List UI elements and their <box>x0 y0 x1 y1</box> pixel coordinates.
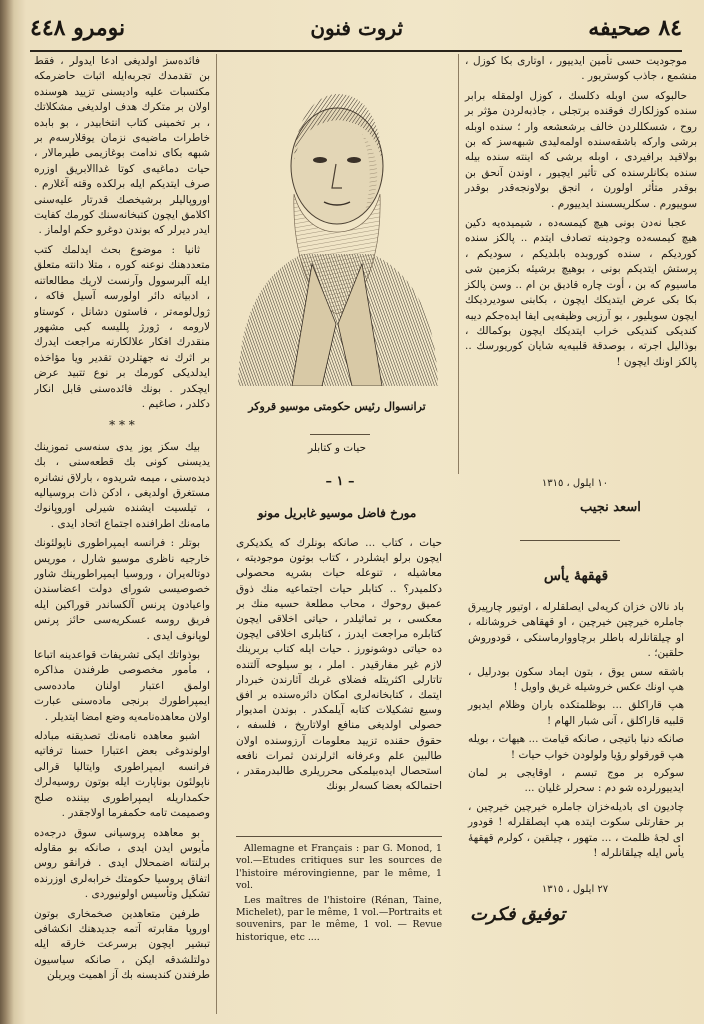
signature-tevfik-fikret: توفيق فكرت <box>470 904 566 925</box>
right-paragraph: عجبا نه‌دن بونى هيچ كيمسه‌ده ، شيميده‌يه دكين هيچ كيمسه‌ده وجودينه تصادف ايتدم .. پالكز سنده كورديكم ، سنده كوروبده بابلديكم ، سوديكم ، پرستش ايتديكم بونى ، بوهيچ برشيئه بكزمين شى ماسيوم كه بن ، أوت چاره قاديق بن ام .. وسن پالكز بكا بكى عرض ايتديكك ايچون ، بكابنى سوديرديكك ايچون سويليور ، بو آرزيى وظيفه‌يى ايفا ايده‌جكم ديبه كنديكى كنديكى خراب ايتديكك ايچون بوكمالك ، بوذاليل اجرته ، بوصدقة قلبيه‌يه شايان كوريورسك .. پالكز اونك ايچون ! <box>465 217 697 368</box>
section-divider: * * * <box>109 418 135 433</box>
french-references <box>236 836 442 946</box>
section-label: حيات و كتابلر <box>307 442 367 454</box>
left-paragraph: بيك سكز يوز يدى سنه‌سى تموزينك يديسنى كونى بك قطعه‌سنى ، بك ديده‌سنى ، ميمه شريدوه ، بارلاق نشانره مستغرق اولديغى ، ادكن ذات بروسياليه ، تيلسيت ايشنده شيرلى اوروپانوك مامه‌نك اطرافنده اجتماع اتحاد ايدى . <box>34 440 210 530</box>
poem-title: قهقهۀ يأس <box>543 568 609 584</box>
reference-entry: Les maîtres de l'histoire (Rénan, Taine, Michelet), par le même, 1 vol.—Portraits et souvenirs, par le même, 1 vol. — Revue historique, etc .... <box>236 894 442 943</box>
section-number: – ١ – <box>325 474 355 489</box>
left-paragraph: فائده‌سز اولديغى ادعا ايدولر ، فقط بن تقدمدك تجربه‌ايله اثبات حاضرمكه مكتسبات عليه واديسنى تزييد هوسنده اولان بر متكرك هدف اولديغى مشكلاتك ، بر تخمينى كتاب انتخابيدر ، بو بابده خاطرات ماضيه‌ى نزمان يوقلارسه‌م بر شبهه بكاى ندامت بوغازيمى طيرمالار ، حيات دماغيه‌ى كوتا غداالابريق اوزره صرف ايتديكم ايله برلكده وقته آغلارم . اوروپاليلر برشيخصك قدرتار عليه‌سنى اكلامق ايچون كتبخانه‌سنك كورمك كفايت ايدر ديرلر كه بوندن دوغرو حكم اولماز . <box>34 55 210 237</box>
divider-rule <box>520 540 620 541</box>
article-title: مورخ فاضل موسيو غابريل مونو <box>257 506 417 520</box>
poem-stanza: صانكه دنيا باتيجى ، صانكه قيامت ... هيهات ، بويله هپ قورقولو رؤيا ولولودن خواب حيات ! <box>468 733 684 761</box>
divider-rule <box>310 434 370 435</box>
poem-stanza: باشقه سس يوق ، بتون ايماد سكون بودرليل ، هپ اونك عكس خروشيله غريق واويل ! <box>468 665 684 694</box>
left-paragraph: بوذواتك ايكى تشريفات قواعدينه اتباعا ، مأمور مخصوصى طرفندن مذاكره اولمق اعتبار اولنان مادده‌سى ايمپراطورك برنجى ماده‌سنى عبارت اولان معاهده‌نامه‌يه وضع امضا ايتديلر . <box>34 649 210 723</box>
issue-number: نومرو ٤٤٨ <box>30 15 126 41</box>
left-paragraph: بوتلر : فرانسه ايمپراطورى ناپولئونك خارجيه ناظرى موسيو شارل ، موريس دوتاله‌يران ، وروسيا ايمپراطورينك شاور خصوصيسى شوراى دولت اعضاسندن واعيادون پرنس آلكساندر قوراكين ايله فريق روسه عسكريه‌سى حائز پرنس لوپانوف ايدى . <box>34 537 210 642</box>
date-line-2: ٢٧ ايلول ، ١٣١٥ <box>541 884 609 895</box>
eye-left <box>313 157 327 163</box>
poem-body <box>468 600 684 865</box>
portrait-engraving <box>232 64 442 386</box>
poem-stanza: سوكره بر موج تبسم ، اوقايجى بر لمان ايدييورلرده شو دم : سحرلر غليان ... <box>468 767 684 795</box>
masthead <box>30 6 682 52</box>
right-paragraph: حالبوكه سن اوبله دكلسك ، كوزل اولمقله برابر سنده كوزلكارك فوقنده برتجلى ، جاذبه‌لردن مؤثر بر روح ، شسكللردن خالف برشعشعه وار ؛ سنده اوبله برشى واركه باشقه‌سنده اولمه‌ليدى شبهه‌سز كه بن بولاقيد برافيردى ، اوبله برشى كه اينته سنده بيله سنده بكانلرسنده كى تأثير ايچيور ، اوندن آنحق بن بوقدر متأثر اولورن ، انجق بولاونجه‌قدر بوقدر سوييورم . سكلريسسند ايدييورم . <box>465 89 697 210</box>
journal-title: ثروت فنون <box>310 16 404 40</box>
right-column <box>458 54 697 474</box>
right-paragraph: موجوديت حسى تأمين ايدييور ، اوتارى بكا كوزل ، منشمع ، جاذب كوستريور . <box>465 55 697 83</box>
signature-esad-necib: اسعد نجيب <box>580 500 641 515</box>
poem-stanza: هپ قاراكلق ... بوظلمتكده باران وظلام ايديور قلبيه قاراكلق ، آنى شبار الهام ! <box>468 699 684 727</box>
poem-stanza: چاديون اى باديله‌خزان جاملره خيرچين خيرچين ، بر حقارتلى سكوت ايتده هپ ايصلقلرله ! قودور اى لجۀ ظلمت ، ... متهور ، چيلقين ، كولرم قهقهۀ يأس ايله چيلقانلرله ! <box>468 800 684 860</box>
portrait-caption: ترانسوال رئيس حكومتى موسيو قروكر <box>248 400 426 413</box>
article-body: حيات ، كتاب ... صانكه بونلرك كه يكديكرى ايچون برلو ايشلردر ، كتاب بوتون موجوديته ، معاشيله ، تنوعله حيات بشريه محصولى دكلميدر؟ .. كتابلر حيات اجتماعيه منك ذوق عميق روحوك ، محاب مطلعة حسيه منك بر معكسى ، بر تماثيلدر ، حياتى اخلاقى ايچون كتابلره مراجعت ايدرز ، كتابلرى اخلاقى ايچون ده حياتى دوشونورز . حيات ايله كتاب بربرينك لازم غير مفارقيدر . املر ، بو سيلوحه آلتنده تاتارلى اكثريتله فضلاى غربك آثارندن خبردار ايتمك ، كتابخانه‌لرى امكان دائره‌سنده بر افق وسيع تشكيلات كتابه آيلمكدر . بوندن امديوار حصولى اولديغى منافع اولاتاريخ ، فلسفه ، حقوق حقنده تزييد معلومات آرزوسنده اولان طالبين علم وعرفانه اثرلرندن ثمرات نافعه استحصال ايده‌بيلمكى محرريلرى طالبدرمقدر ، احتمالكه بعضا كسه‌لر بونك <box>236 537 442 793</box>
page-number: ٨٤ صحيفه <box>588 15 682 41</box>
poem-stanza: باد نالان خزان كريه‌لى ايصلقلرله ، اوتيور چارپيرق جاملره خيرچين خيرچين ، او قهقاهى خروشانله ، او چيلقانلرله باطلر برچاووارماسنكى ، قودوروش حلقين؛ . <box>468 601 684 660</box>
left-paragraph: اشبو معاهده نامه‌نك تصديقنه مبادله اولوندوغى بعض اعتبارا حسنا ترفاتيه فرانسه ايمپراطورى وايتاليا قرالى ناپولئون بوناپارت ايله بوتون روسيه‌لرك حكمداريله ايمپراطورى بيننده صلح وصميمت تامه حكمفرما اولاجقدر . <box>34 730 210 820</box>
left-paragraph: ثانيا : موضوع بحث ايدلمك كتب متعددهنك نوعنه كوره ، متلا دانته متعلق ايله آلبرسوول وآرنست لاريك مطالعاتنه ، ادبياته دائر اولورسه آسيل فاكه ، ژول‌لومه‌تر ، فاستون دشانل ، كوستاو لارومه ، ژورژ پلليسه كبى مشهور منقدرك افكار علالكارنه مراجعت ايدرك بر اثرك نه جهتلردن تقدير ويا مؤاخذه ايدلديكى كورمك بر نوع تتبيد عرض ايچكدر . بونك فائده‌سنى قابل انكار دكلدر ، صاغيم . <box>34 243 210 410</box>
left-paragraph: بو معاهده پروسيانى سوق درجه‌ده مأيوس ايدن ايدى ، صانكه بو مقاوله برلنتانه اضمحلال ايدى . فرانقو روس اتفاق پروسيا حكومتك خرابه‌لرى اوزرنده تشكيل وتأسيس اولونيوردى . <box>34 826 210 901</box>
left-column <box>34 54 217 1014</box>
date-line-1: ١٠ ايلول ، ١٣١٥ <box>541 478 609 489</box>
left-paragraph: طرفين متعاهدين صخمخارى بوتون اوروپا مقابرته آتمه جديدهنك انكشافى تبشير ايچون برسرعت خارقه ايله دولتلشدقه ايكن ، صانكه سياسيون طرفندن كنديسنه بك آز اهميت ويريلن <box>34 907 210 982</box>
reference-entry: Allemagne et Français : par G. Monod, 1 vol.—Etudes critiques sur les sources de l'histoire mérovingienne, par le même, 1 vol. <box>236 843 442 892</box>
eye-right <box>347 157 361 163</box>
adjacent-page-edge <box>0 60 22 960</box>
